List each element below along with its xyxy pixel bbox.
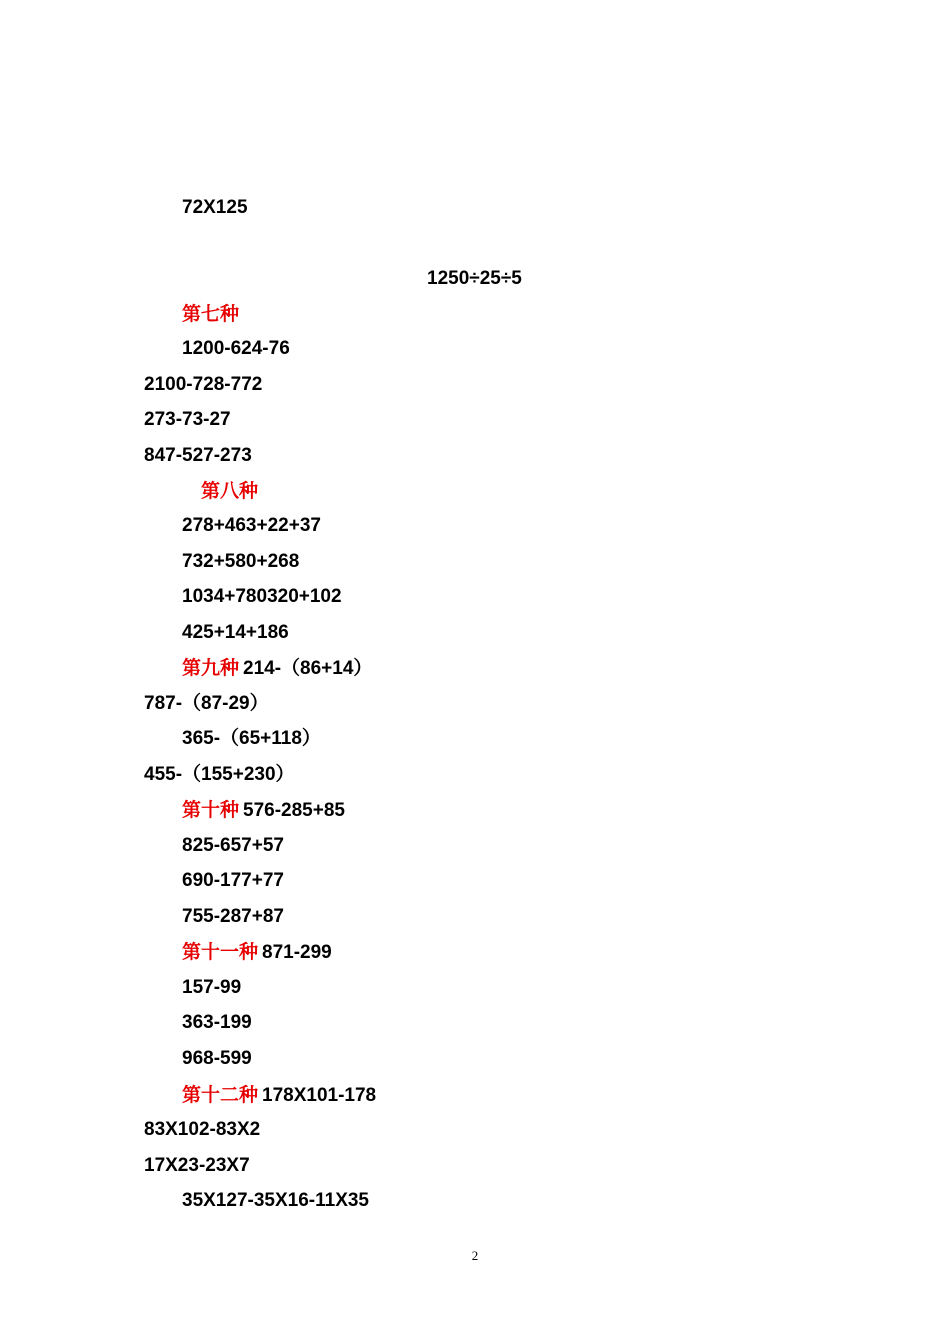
section-heading-line: 第十二种 178X101-178 bbox=[182, 1084, 377, 1106]
expression-line: 2100-728-772 bbox=[144, 374, 263, 395]
section-heading: 第九种 bbox=[182, 657, 240, 679]
section-heading-line bbox=[201, 480, 258, 503]
section-heading-line: 第九种 214-（86+14） bbox=[182, 657, 373, 679]
expression-line: 732+580+268 bbox=[182, 551, 300, 572]
expression-line: 273-73-27 bbox=[144, 409, 231, 430]
expression-line: 455-（155+230） bbox=[144, 764, 295, 785]
section-heading: 第八种 bbox=[201, 480, 259, 502]
expression-line: 365-（65+118） bbox=[182, 728, 321, 749]
section-heading-line bbox=[182, 303, 239, 326]
expression-line: 83X102-83X2 bbox=[144, 1119, 261, 1140]
section-heading: 第十种 bbox=[182, 799, 240, 821]
expression-line: 17X23-23X7 bbox=[144, 1155, 250, 1176]
expression-line: 825-657+57 bbox=[182, 835, 284, 856]
expression-line: 787-（87-29） bbox=[144, 693, 269, 714]
expression-line: 1250÷25÷5 bbox=[427, 268, 522, 289]
section-heading-line: 第十种 576-285+85 bbox=[182, 799, 345, 821]
section-heading: 第十二种 bbox=[182, 1084, 259, 1106]
expression-line: 1200-624-76 bbox=[182, 338, 290, 359]
expression-line: 278+463+22+37 bbox=[182, 515, 321, 536]
expression-line: 363-199 bbox=[182, 1012, 252, 1033]
expression-line: 157-99 bbox=[182, 977, 242, 998]
expression-line: 425+14+186 bbox=[182, 622, 289, 643]
expression-line: 35X127-35X16-11X35 bbox=[182, 1190, 369, 1211]
section-heading-line: 第十一种 871-299 bbox=[182, 941, 332, 963]
page-number: 2 bbox=[471, 1248, 479, 1263]
section-heading: 第十一种 bbox=[182, 941, 259, 963]
section-heading: 第七种 bbox=[182, 303, 240, 325]
expression-line: 1034+780320+102 bbox=[182, 586, 342, 607]
expression-line: 755-287+87 bbox=[182, 906, 284, 927]
expression-line: 847-527-273 bbox=[144, 445, 252, 466]
expression-line: 72X125 bbox=[182, 197, 248, 218]
expression-line: 690-177+77 bbox=[182, 870, 284, 891]
expression-line: 968-599 bbox=[182, 1048, 252, 1069]
